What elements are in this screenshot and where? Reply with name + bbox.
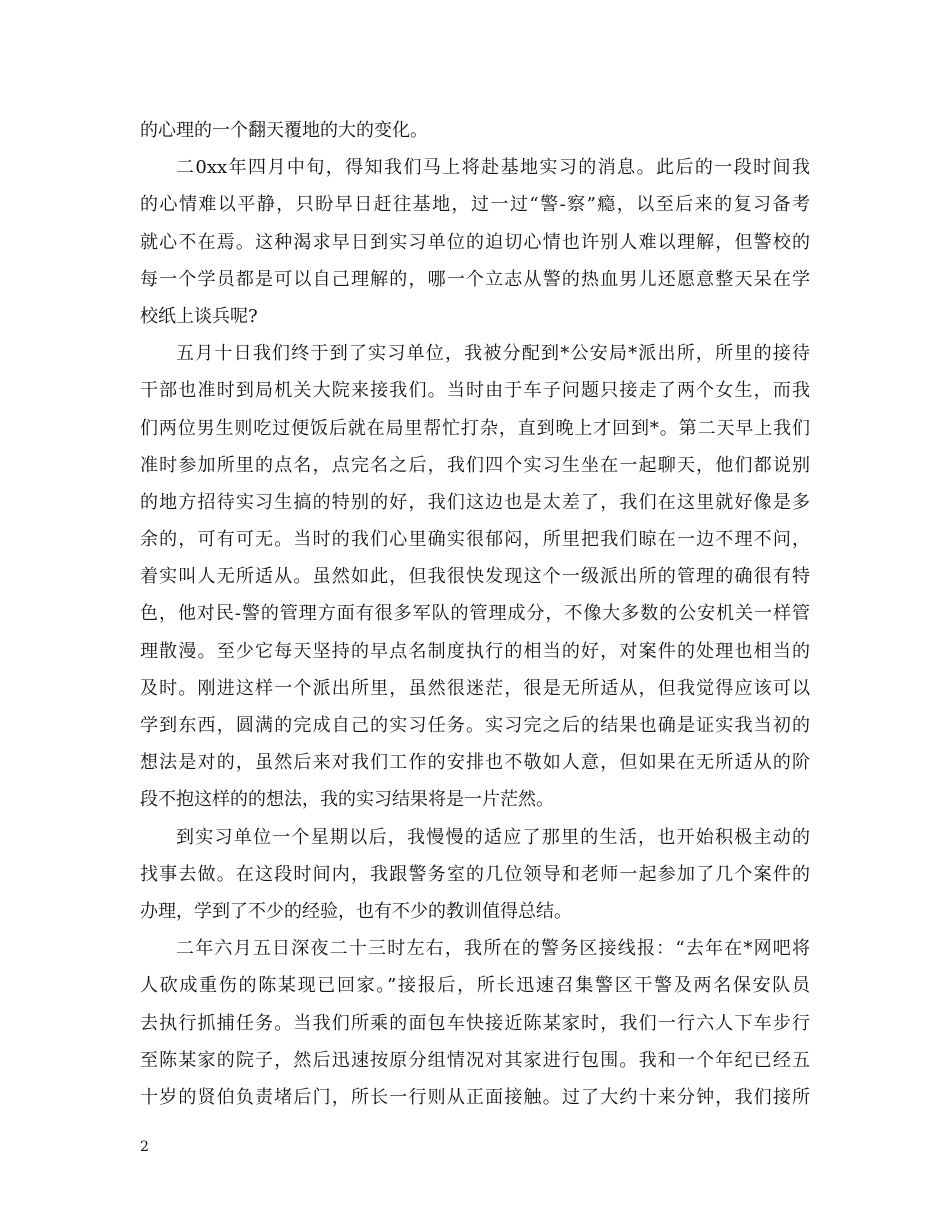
text-line: 色，他对民-警的管理方面有很多军队的管理成分，不像大多数的公安机关一样管 xyxy=(140,603,810,625)
text-line: 校纸上谈兵呢? xyxy=(140,305,258,327)
text-line: 去执行抓捕任务。当我们所乘的面包车快接近陈某家时，我们一行六人下车步行 xyxy=(140,1012,810,1034)
text-line: 的地方招待实习生搞的特别的好，我们这边也是太差了，我们在这里就好像是多 xyxy=(140,491,810,513)
text-line: 五月十日我们终于到了实习单位，我被分配到*公安局*派出所，所里的接待 xyxy=(176,343,810,365)
page-number: 2 xyxy=(140,1139,149,1155)
text-line: 理散漫。至少它每天坚持的早点名制度执行的相当的好，对案件的处理也相当的 xyxy=(140,640,810,662)
text-line: 着实叫人无所适从。虽然如此，但我很快发现这个一级派出所的管理的确很有特 xyxy=(140,566,810,588)
text-line: 十岁的贤伯负责堵后门，所长一行则从正面接触。过了大约十来分钟，我们接所 xyxy=(140,1086,810,1108)
text-line: 人砍成重伤的陈某现已回家。”接报后，所长迅速召集警区干警及两名保安队员 xyxy=(140,975,810,997)
text-line: 每一个学员都是可以自己理解的，哪一个立志从警的热血男儿还愿意整天呆在学 xyxy=(140,268,810,290)
text-line: 准时参加所里的点名，点完名之后，我们四个实习生坐在一起聊天，他们都说别 xyxy=(140,454,810,476)
text-line: 办理，学到了不少的经验，也有不少的教训值得总结。 xyxy=(140,900,572,922)
text-line: 到实习单位一个星期以后，我慢慢的适应了那里的生活，也开始积极主动的 xyxy=(176,826,810,848)
text-line: 学到东西，圆满的完成自己的实习任务。实习完之后的结果也确是证实我当初的 xyxy=(140,715,810,736)
text-line: 二0xx年四月中旬，得知我们马上将赴基地实习的消息。此后的一段时间我 xyxy=(176,157,810,179)
text-line: 找事去做。在这段时间内，我跟警务室的几位领导和老师一起参加了几个案件的 xyxy=(140,863,810,885)
text-line: 及时。刚进这样一个派出所里，虽然很迷茫，很是无所适从，但我觉得应该可以 xyxy=(140,677,810,699)
text-line: 二年六月五日深夜二十三时左右，我所在的警务区接线报：“去年在*网吧将 xyxy=(176,938,810,960)
text-line: 想法是对的，虽然后来对我们工作的安排也不敬如人意，但如果在无所适从的阶 xyxy=(140,752,810,774)
text-line: 的心情难以平静，只盼早日赶往基地，过一过“警-察”瘾，以至后来的复习备考 xyxy=(140,194,810,216)
text-line: 段不抱这样的的想法，我的实习结果将是一片茫然。 xyxy=(140,789,554,811)
text-line: 余的，可有可无。当时的我们心里确实很郁闷，所里把我们晾在一边不理不问， xyxy=(140,529,810,551)
document-body xyxy=(140,112,810,1116)
text-line: 干部也准时到局机关大院来接我们。当时由于车子问题只接走了两个女生，而我 xyxy=(140,380,810,402)
text-line: 就心不在焉。这种渴求早日到实习单位的迫切心情也许别人难以理解，但警校的 xyxy=(140,231,810,253)
text-line: 们两位男生则吃过便饭后就在局里帮忙打杂，直到晚上才回到*。第二天早上我们 xyxy=(140,417,810,439)
text-line: 至陈某家的院子，然后迅速按原分组情况对其家进行包围。我和一个年纪已经五 xyxy=(140,1049,810,1071)
text-line: 的心理的一个翻天覆地的大的变化。 xyxy=(140,120,428,141)
